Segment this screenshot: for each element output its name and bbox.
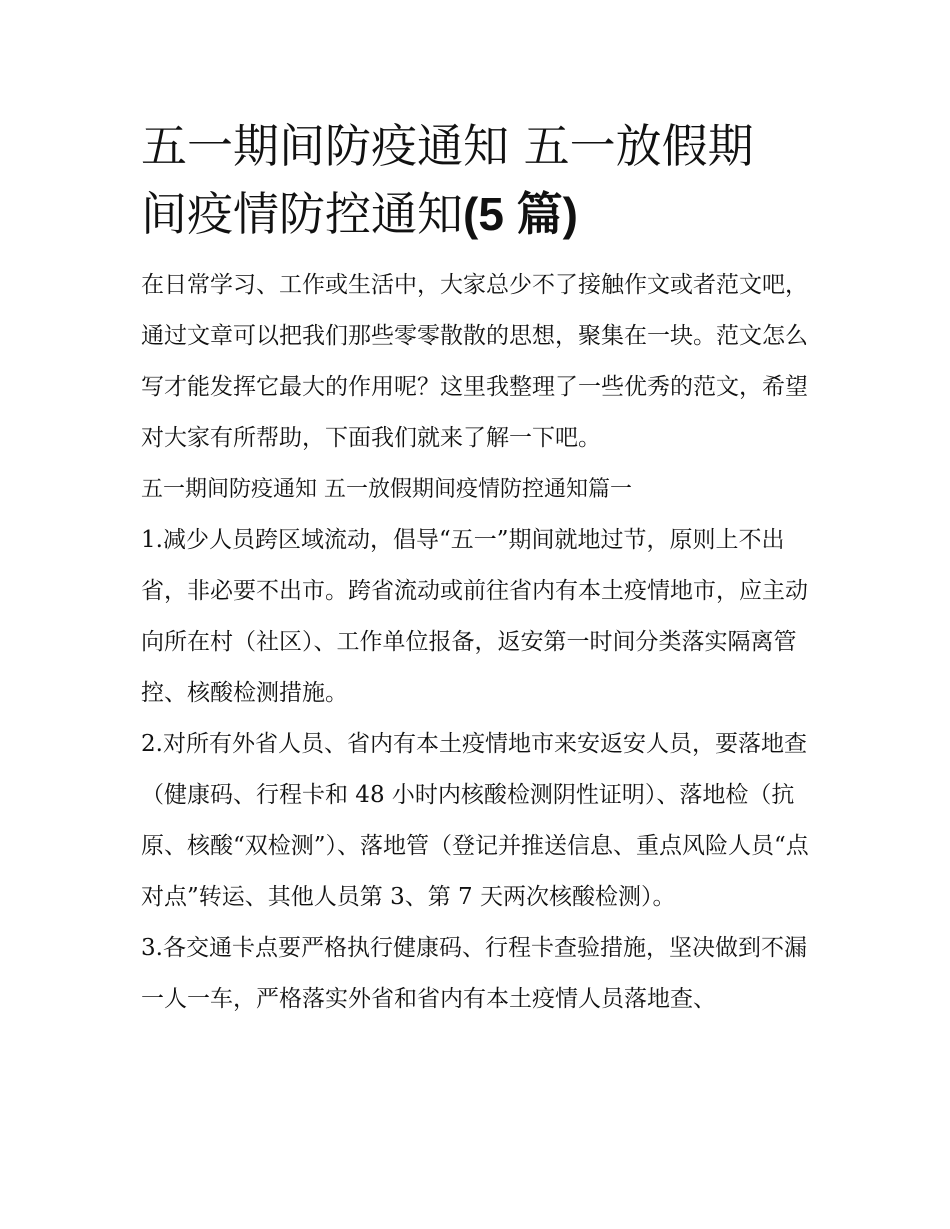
title-line-2: 间疫情防控通知 — [141, 187, 463, 241]
list-item: 1.减少人员跨区域流动，倡导“五一”期间就地过节，原则上不出省，非必要不出市。跨省流动或前往省内有本土疫情地市，应主动向所在村（社区）、工作单位报备，返安第一时间分类落实隔离管控、核酸检测措施。 — [141, 527, 808, 706]
document-page — [141, 112, 813, 1025]
title-line-1: 五一期间防疫通知 五一放假期 — [141, 119, 754, 173]
title-count: (5 篇) — [463, 188, 578, 240]
document-title — [141, 112, 813, 248]
list-item: 3.各交通卡点要严格执行健康码、行程卡查验措施，坚决做到不漏一人一车，严格落实外省和省内有本土疫情人员落地查、 — [141, 935, 807, 1012]
list-item: 2.对所有外省人员、省内有本土疫情地市来安返安人员，要落地查（健康码、行程卡和 48 小时内核酸检测阴性证明）、落地检（抗原、核酸“双检测”）、落地管（登记并推送信息、重点风险人员“点对点”转运、其他人员第 3、第 7 天两次核酸检测）。 — [141, 731, 809, 910]
section-heading: 五一期间防疫通知 五一放假期间疫情防控通知篇一 — [141, 477, 632, 502]
intro-paragraph: 在日常学习、工作或生活中，大家总少不了接触作文或者范文吧，通过文章可以把我们那些零零散散的思想，聚集在一块。范文怎么写才能发挥它最大的作用呢？这里我整理了一些优秀的范文，希望对大家有所帮助，下面我们就来了解一下吧。 — [141, 272, 808, 451]
document-body — [141, 260, 813, 1025]
